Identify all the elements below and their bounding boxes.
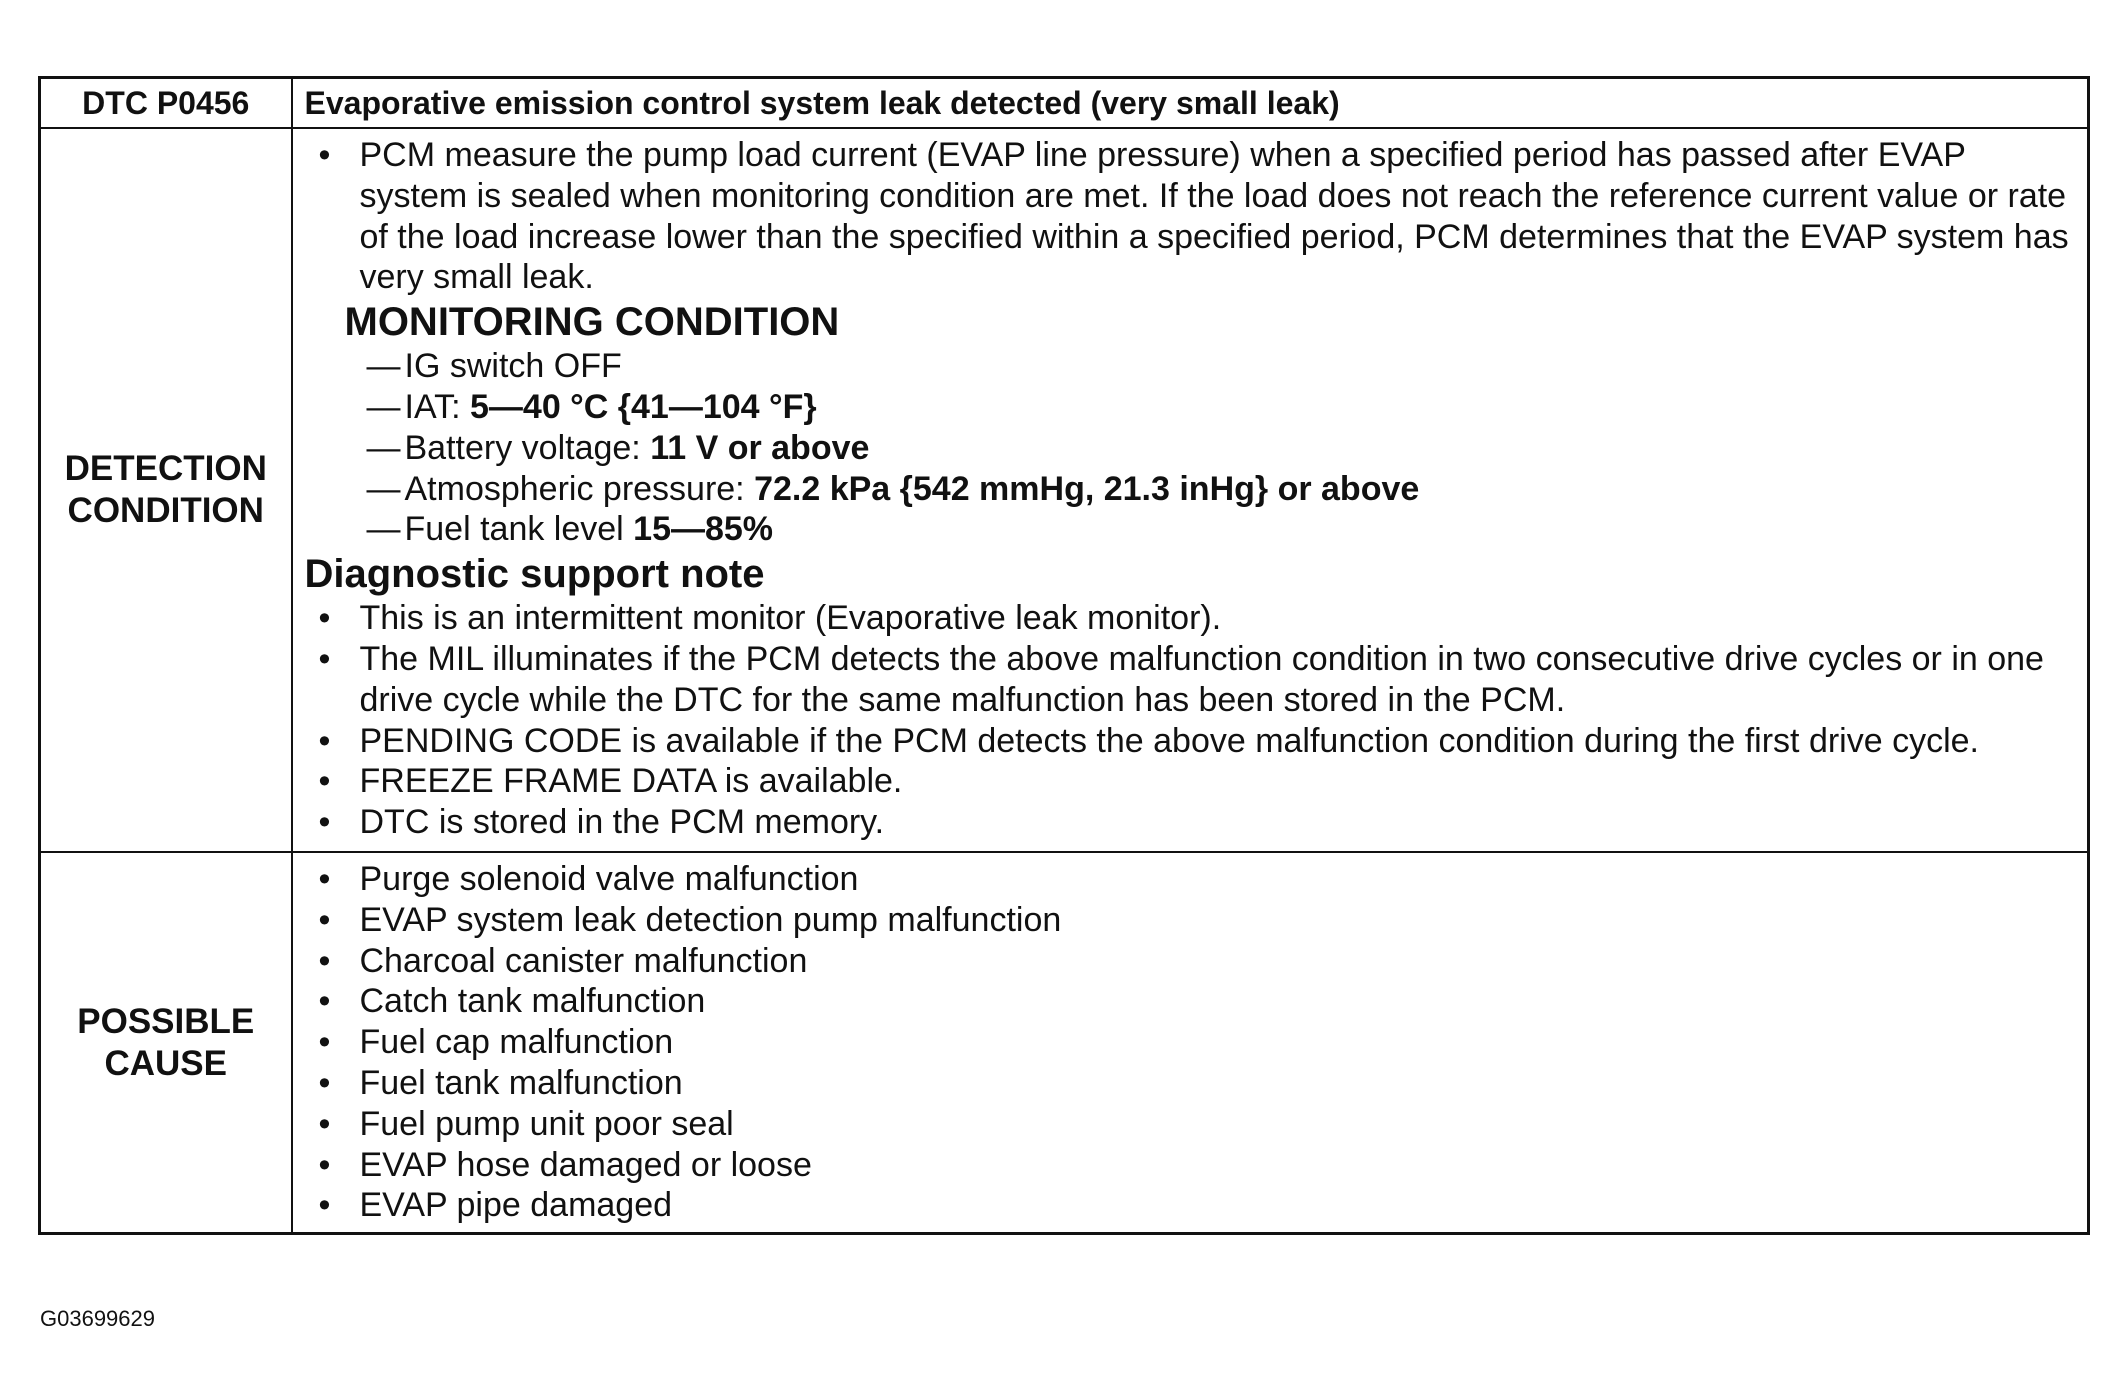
condition-label: Atmospheric pressure: [404, 469, 755, 508]
cause-item: • EVAP hose damaged or loose [305, 1145, 2078, 1186]
monitoring-condition-list [305, 346, 2078, 550]
possible-label-line2: CAUSE [104, 1043, 228, 1083]
cause-item: • Fuel pump unit poor seal [305, 1104, 2078, 1145]
dtc-code: DTC P0456 [40, 78, 292, 129]
support-note: • The MIL illuminates if the PCM detects the above malfunction condition in two consecutive drive cycles or in one drive cycle while the DTC for the same malfunction has been stored in the PCM. [305, 639, 2078, 721]
cause-item: • Catch tank malfunction [305, 981, 2078, 1022]
condition-value: 5—40 °C {41—104 °F} [470, 387, 817, 426]
figure-id: G03699629 [40, 1306, 155, 1331]
detection-condition-label [40, 128, 292, 852]
cause-item: • EVAP pipe damaged [305, 1185, 2078, 1226]
possible-cause-list [305, 859, 2078, 1226]
cause-item: • Fuel cap malfunction [305, 1022, 2078, 1063]
support-note: • DTC is stored in the PCM memory. [305, 802, 2078, 843]
condition-value: 15—85% [633, 510, 774, 549]
monitoring-condition-item [367, 428, 2078, 469]
dtc-table [38, 76, 2090, 1235]
dash-mark: — [366, 347, 401, 386]
detection-label-line2: CONDITION [67, 490, 264, 530]
cause-item: • Fuel tank malfunction [305, 1063, 2078, 1104]
possible-label-line1: POSSIBLE [77, 1001, 255, 1041]
support-note: • This is an intermittent monitor (Evaporative leak monitor). [305, 598, 2078, 639]
monitoring-condition-item [367, 509, 2078, 550]
dash-mark: — [366, 387, 401, 426]
dtc-title: Evaporative emission control system leak detected (very small leak) [292, 78, 2089, 129]
condition-label: Fuel tank level [404, 510, 634, 549]
possible-cause-content [292, 852, 2089, 1234]
possible-cause-label [40, 852, 292, 1234]
diagnostic-support-list [305, 598, 2078, 843]
monitoring-condition-item [367, 387, 2078, 428]
diagnostic-support-heading: Diagnostic support note [304, 552, 765, 597]
condition-label: IG switch OFF [404, 347, 622, 386]
header-row [40, 78, 2089, 129]
detection-description: • PCM measure the pump load current (EVAP line pressure) when a specified period has passed after EVAP system is sealed when monitoring condition are met. If the load does not reach the reference current value or rate of the load increase lower than the specified within a specified period, PCM determines that the EVAP system has very small leak. [305, 135, 2078, 298]
condition-value: 11 V or above [650, 428, 870, 467]
detection-condition-row [40, 128, 2089, 852]
dash-mark: — [366, 469, 401, 508]
condition-label: Battery voltage: [404, 428, 651, 467]
possible-cause-row [40, 852, 2089, 1234]
support-note: • PENDING CODE is available if the PCM detects the above malfunction condition during the first drive cycle. [305, 721, 2078, 762]
cause-item: • Charcoal canister malfunction [305, 941, 2078, 982]
dash-mark: — [366, 428, 401, 467]
monitoring-condition-heading: MONITORING CONDITION [344, 300, 840, 345]
dash-mark: — [366, 510, 401, 549]
monitoring-condition-item [367, 469, 2078, 510]
detection-description-list [305, 135, 2078, 298]
condition-label: IAT: [404, 387, 470, 426]
condition-value: 72.2 kPa {542 mmHg, 21.3 inHg} or above [754, 469, 1420, 508]
detection-condition-content [292, 128, 2089, 852]
monitoring-condition-item [367, 346, 2078, 387]
detection-label-line1: DETECTION [64, 448, 267, 488]
cause-item: • Purge solenoid valve malfunction [305, 859, 2078, 900]
cause-item: • EVAP system leak detection pump malfunction [305, 900, 2078, 941]
support-note: • FREEZE FRAME DATA is available. [305, 761, 2078, 802]
